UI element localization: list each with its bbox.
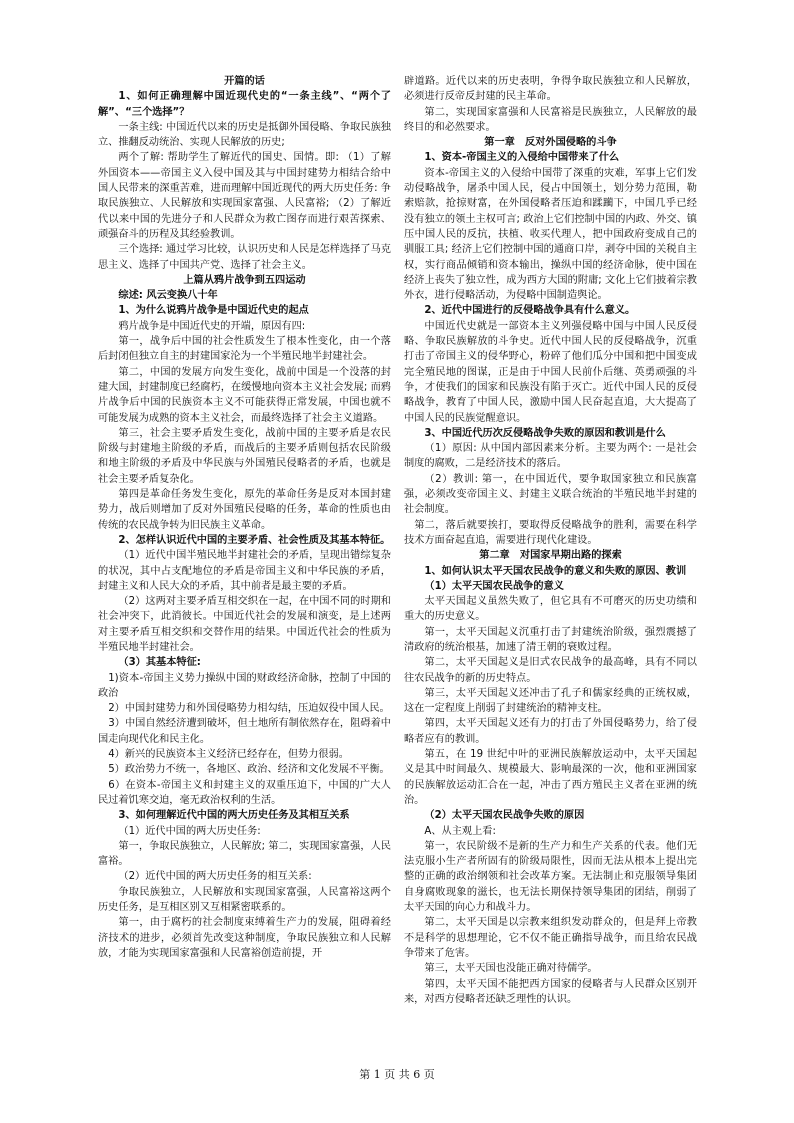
paragraph: 太平天国起义虽然失败了，但它具有不可磨灭的历史功绩和重大的历史意义。 [404,596,697,623]
section-heading: 3、中国近代历次反侵略战争失败的原因和教训是什么 [424,427,666,439]
paragraph: 第一，战争后中国的社会性质发生了根本性变化，由一个落后封闭但独立自主的封建国家沦为一个半殖民地半封建社会。 [98,336,391,363]
section-heading: （2）太平天国农民战争失败的原因 [424,810,585,822]
paragraph: 1)资本-帝国主义势力操纵中国的财政经济命脉，控制了中国的政治 [98,672,391,699]
paragraph: 资本-帝国主义的入侵给中国带了深重的灾难，军事上它们发动侵略战争，屠杀中国人民，侵占中国领土，划分势力范围，勒索赔款，抢掠财富，在外国侵略者压迫和蹂躏下，中国几乎已经没有独立的领土主权可言; 政治上它们控制中国的内政、外交、镇压中国人民的反抗，扶植、收买代理人，把中国政府变成自己的驯服工具; 经济上它们控制中国的通商口岸，剥夺中国的关税自主权，实行商品倾销和资本输出，操纵中国的经济命脉，使中国在经济上丧失了独立性，成为西方大国的附庸; 文化上它们披着宗教外衣，进行侵略活动，为侵略中国制造舆论。 [404,167,697,302]
paragraph: 第二，实现国家富强和人民富裕是民族独立，人民解放的最终目的和必然要求。 [404,106,697,133]
paragraph: 第四，太平天国不能把西方国家的侵略者与人民群众区别开来，对西方侵略者还缺乏理性的认识。 [404,978,697,1005]
section-heading: （3）其基本特征: [118,657,201,669]
paragraph: 第二，落后就要挨打，要取得反侵略战争的胜利，需要在科学技术方面奋起直追，需要进行现代化建设。 [404,519,697,546]
page-footer: 第 1 页 共 6 页 [359,1068,435,1081]
section-heading: 1、如何认识太平天国农民战争的意义和失败的原因、教训 [424,565,687,577]
section-heading: 第二章 对国家早期出路的探索 [479,550,622,562]
paragraph: 争取民族独立，人民解放和实现国家富强，人民富裕这两个历史任务，是互相区别又互相紧密联系的。 [98,886,391,914]
section-heading: 上篇从鸦片战争到五四运动 [183,274,306,286]
paragraph: 辟道路。近代以来的历史表明，争得争取民族独立和人民解放，必须进行反帝反封建的民主革命。 [404,76,697,103]
left-column [98,74,391,1054]
paragraph: （1）近代中国半殖民地半封建社会的矛盾，呈现出错综复杂的状况，其中占支配地位的矛盾是帝国主义和中华民族的矛盾，封建主义和人民大众的矛盾，其中前者是最主要的矛盾。 [98,550,391,592]
paragraph: 第三，社会主要矛盾发生变化，战前中国的主要矛盾是农民阶级与封建地主阶级的矛盾，而战后的主要矛盾则包括农民阶级和地主阶级的矛盾及中华民族与外国殖民侵略者的矛盾，也就是社会主要矛盾复杂化。 [98,427,391,485]
section-heading: （1）太平天国农民战争的意义 [424,580,564,592]
paragraph: 第二，太平天国起义是旧式农民战争的最高峰，具有不同以往农民战争的新的历史特点。 [404,657,697,684]
paragraph: 4）新兴的民族资本主义经济已经存在，但势力很弱。 [108,749,349,761]
paragraph: 鸦片战争是中国近代史的开端，原因有四: [118,320,306,332]
paragraph: 第三，太平天国起义还冲击了孔子和儒家经典的正统权威，这在一定程度上削弱了封建统治的精神支柱。 [404,687,697,715]
right-column [404,74,697,1054]
paragraph: 5）政治势力不统一，各地区、政治、经济和文化发展不平衡。 [108,764,390,776]
section-heading: 2、怎样认识近代中国的主要矛盾、社会性质及其基本特征。 [118,534,391,546]
paragraph: 3）中国自然经济遭到破坏，但土地所有制依然存在，阻碍着中国走向现代化和民主化。 [98,718,391,745]
paragraph: 第一，争取民族独立，人民解放; 第二，实现国家富强，人民富裕。 [98,840,391,868]
section-heading: 开篇的话 [224,76,265,87]
paragraph: 6）在资本-帝国主义和封建主义的双重压迫下，中国的广大人民过着饥寒交迫，毫无政治权利的生活。 [98,779,391,806]
paragraph: 一条主线: 中国近代以来的历史是抵御外国侵略、争取民族独立、推翻反动统治、实现人民解放的历史; [98,121,391,149]
paragraph: （1）近代中国的两大历史任务: [118,825,261,837]
paragraph: 第一，由于腐朽的社会制度束缚着生产力的发展，阻碍着经济技术的进步，必须首先改变这种制度，争取民族独立和人民解放，才能为实现国家富强和人民富裕创造前提，开 [98,917,391,959]
paragraph: （1）原因: 从中国内部因素来分析。主要为两个: 一是社会制度的腐败，二是经济技术的落后。 [404,443,697,470]
section-heading: 1、资本-帝国主义的入侵给中国带来了什么 [424,152,620,164]
section-heading: 综述: 风云变换八十年 [118,290,218,302]
paragraph: 两个了解: 帮助学生了解近代的国史、国情。即: （1）了解外国资本——帝国主义入侵中国及其与中国封建势力相结合给中国人民带来的深重苦难，进而理解中国近现代的两大历史任务: 争取民族独立、人民解放和实现国家富强、人民富裕; （2）了解近代以来中国的先进分子和人民群众为救亡图存而进行艰苦探索、顽强奋斗的历程及其经验教训。 [98,152,391,240]
paragraph: 第一，太平天国起义沉重打击了封建统治阶级，强烈震撼了清政府的统治根基，加速了清王朝的衰败过程。 [404,626,697,653]
document-page [98,74,710,1054]
paragraph: 第三，太平天国也没能正确对待儒学。 [424,963,598,975]
section-heading: 第一章 反对外国侵略的斗争 [484,137,617,149]
section-heading: 3、如何理解近代中国的两大历史任务及其相互关系 [118,810,350,822]
section-heading: 1、如何正确理解中国近现代史的“一条主线”、“两个了解”、“三个选择”？ [98,91,391,118]
paragraph: 第二，中国的发展方向发生变化，战前中国是一个没落的封建大国，封建制度已经腐朽，在缓慢地向资本主义社会发展; 而鸦片战争后中国的民族资本主义不可能获得正常发展，中国也就不可能发展为成熟的资本主义社会，而最终选择了社会主义道路。 [98,366,391,424]
paragraph: 三个选择: 通过学习比较，认识历史和人民是怎样选择了马克思主义、选择了中国共产党、选择了社会主义。 [98,244,391,271]
paragraph: （2）教训: 第一，在中国近代，要争取国家独立和民族富强，必须改变帝国主义、封建主义联合统治的半殖民地半封建的社会制度。 [404,473,697,516]
paragraph: A、从主观上看: [424,825,496,837]
paragraph: 第一，农民阶级不是新的生产力和生产关系的代表。他们无法克服小生产者所固有的阶级局限性，因而无法从根本上提出完整的正确的政治纲领和社会改革方案。无法制止和克服领导集团自身腐败现象的滋长，也无法长期保持领导集团的团结，削弱了太平天国的向心力和战斗力。 [404,840,697,914]
paragraph: （2）近代中国的两大历史任务的相互关系: [118,871,312,883]
paragraph: （2）这两对主要矛盾互相交织在一起，在中国不同的时期和社会冲突下，此消彼长。中国近代社会的发展和演变，是上述两对主要矛盾互相交织和交替作用的结果。中国近代社会的性质为半殖民地半封建社会。 [98,596,391,653]
section-heading: 2、近代中国进行的反侵略战争具有什么意义。 [424,305,636,317]
paragraph: 中国近代史就是一部资本主义列强侵略中国与中国人民反侵略、争取民族解放的斗争史。近代中国人民的反侵略战争，沉重打击了帝国主义的侵华野心，粉碎了他们瓜分中国和把中国变成完全殖民地的图谋，正是由于中国人民前仆后继、英勇顽强的斗争，才使我们的国家和民族没有陷于灭亡。近代中国人民的反侵略战争，教育了中国人民，激励中国人民奋起直追，大大提高了中国人民的民族觉醒意识。 [404,320,697,424]
paragraph: 第五，在 19 世纪中叶的亚洲民族解放运动中，太平天国起义是其中时间最久、规模最大、影响最深的一次，他和亚洲国家的民族解放运动汇合在一起，冲击了西方殖民主义者在亚洲的统治。 [404,749,697,806]
paragraph: 第四是革命任务发生变化，原先的革命任务是反对本国封建势力，战后则增加了反对外国殖民侵略的任务，革命的性质也由传统的农民战争转为旧民族主义革命。 [98,489,391,531]
paragraph: 第二，太平天国是以宗教来组织发动群众的，但是拜上帝教不是科学的思想理论，它不仅不能正确指导战争，而且给农民战争带来了危害。 [404,917,697,959]
paragraph: 第四，太平天国起义还有力的打击了外国侵略势力，给了侵略者应有的教训。 [404,718,697,745]
paragraph: 2）中国封建势力和外国侵略势力相勾结，压迫奴役中国人民。 [108,703,390,715]
section-heading: 1、为什么说鸦片战争是中国近代史的起点 [118,305,309,317]
